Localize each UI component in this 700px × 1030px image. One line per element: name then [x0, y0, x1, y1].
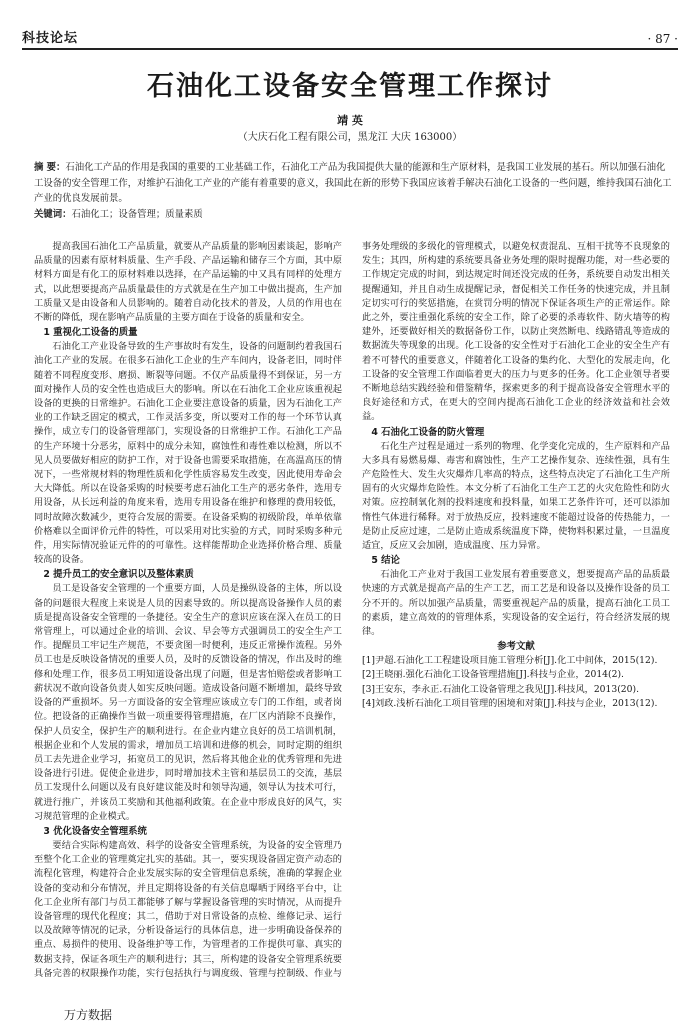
section-heading-3: 3 优化设备安全管理系统: [43, 825, 147, 837]
abstract-block: [34, 160, 674, 222]
keywords-text: 石油化工；设备管理；质量素质: [71, 208, 203, 220]
running-header: [22, 20, 678, 50]
footer-watermark: 万方数据: [64, 1008, 113, 1022]
author: 靖 英: [337, 114, 363, 127]
affiliation: （大庆石化工程有限公司，黑龙江 大庆 163000）: [237, 132, 463, 143]
section-heading-5: 5 结论: [371, 555, 400, 567]
section-4-paragraph: 石化生产过程是通过一系列的物理、化学变化完成的，生产原料和产品大多具有易燃易爆、毒害和腐蚀性，生产工艺操作复杂、连续性强，具有生产危险性大、发生火灾爆炸几率高的特点，这些特点决定了石油化工生产所固有的火灾爆炸危险性。本文分析了石油化工生产工艺的火灾危险性和防火对策。应控制氧化剂的投料速度和投料量，如果工艺条件许可，还可以添加惰性气体进行稀释。对于放热反应，投料速度不能超过设备的传热能力，一是防止反应过速，二是防止造成系统温度下降，使物料积累过量，一旦温度适宜，反应又会加剧，造成温度、压力异常。: [362, 440, 670, 552]
article-title: 石油化工设备安全管理工作探讨: [147, 71, 553, 102]
section-heading-2: 2 提升员工的安全意识以及整体素质: [43, 569, 194, 581]
reference-item: [2]王晓丽.强化石油化工设备管理措施[J].科技与企业，2014(2).: [362, 669, 624, 681]
section-3-paragraph: 要结合实际构建高效、科学的设备安全管理系统，为设备的安全管理乃至整个化工企业的管理奠定扎实的基础。其一，要实现设备固定资产动态的流程化管理，构建符合企业发展实际的安全管理信息系统，准确的掌握企业设备的变动和分布情况，并且定期将设备的有关信息曝晒于网络平台中，让化工企业所有部门与员工都能够了解与掌握设备管理的实时情况，从而提升设备管理的现代化程度；其二，借助于对日常设备的点检、维修记录、运行以及故障等情况的记录，分析设备运行的具体信息，进一步明确设备保养的重点、易损件的使用、设备维护等工作，为管理者的工作提供可靠、真实的数据支持，保证各项生产的顺利进行；其三，所构建的设备安全管理系统要具备完善的权限操作功能，实行包括执行与调度级、管理与控制级、作业与事务处理级的多级化的管理模式，以避免权责混乱、互相干扰等不良现象的发生；其四，所构建的系统要具备业务处理的限时提醒功能，对一些必要的工作规定完成的时间，到达规定时间还没完成的任务，系统要自动发出相关提醒通知，并且自动生成提醒记录，督促相关工作任务的快速完成，并且制定切实可行的奖惩措施，在赏罚分明的情况下保证各项生产的正常运作。除此之外，要注重强化系统的安全工作，除了必要的杀毒软件、防火墙等的构建外，还要做好相关的数据备份工作，以防止突然断电、线路错乱等造成的数据流失等现象的出现。化工设备的安全性对于石油化工企业的安全生产有着不可替代的重要意义，伴随着化工设备的集约化、大型化的发展走向，化工设备的安全管理工作面临着更大的压力与更多的任务。化工企业领导者要不断地总结实践经验和借鉴精华，探索更多的利于提高设备安全管理水平的良好途径和方式，在更大的空间内提高石油化工企业的经济效益和社会效益。: [34, 241, 670, 979]
abstract-label: 摘 要：: [34, 162, 66, 173]
section-2-paragraph: 员工是设备安全管理的一个重要方面，人员是操纵设备的主体，所以设备的问题很大程度上来说是人员的因素导致的。所以提高设备操作人员的素质是提高设备安全管理的一条捷径。安全生产的意识应该在深入在员工的日常管理上，可以通过企业的培训、会议、早会等方式强调员工的安全生产工作。提醒员工牢记生产规范，不要贪图一时便利，违反正常操作流程。另外员工也是反映设备情况的重要人员，及时的反馈设备的情况，作出及时的维修和处理工作，很多员工明知道设备出现了问题，但是害怕赔偿或者影响工薪状况不敢向设备负责人如实反映问题。造成设备问题不断增加，最终导致设备的严重损坏。另一方面设备的安全管理应该成立专门的工作组，或者岗位。把设备的正确操作当做一项重要得管理措施，在厂区内消除不良操作，保护人员安全，保护生产的顺利进行。在企业内建立良好的员工培训机制，根据企业和个人发展的需求，增加员工培训和进修的机会，同时定期的组织员工去先进企业学习，拓宽员工的见识，然后将其他企业的优秀管理和先进设备进行引进。促使企业进步，同时增加技术主管和基层员工的交流，基层员工发现什么问题以及有良好建议能及时和领导沟通，领导认为技术可行，就进行推广，并该员工奖励和其他福利政策。在企业中形成良好的风气，实习规范管理的企业模式。: [34, 583, 342, 822]
section-1-paragraph: 石油化工产业设备导致的生产事故时有发生，设备的问题制约着我国石油化工产业的发展。在很多石油化工企业的生产车间内，设备老旧，同时伴随着不同程度变形、磨损、断裂等问题。不仅产品质量得不到保证，另一方面对操作人员的安全性也造成巨大的影响。所以在石油化工企业应该重视起设备的更换的日常维护。石油化工企业要注意设备的质量，因为石油化工产业的工作缺乏固定的模式，工作灵活多变，所以要对工作的每一个环节认真操作，成立专门的设备管理部门，实现设备的日常维护工作。石油化工产品的生产环境十分恶劣，原料中的成分未知，腐蚀性和毒性难以检测，所以不见人员要做好相应的防护工作，对于设备也需要采取措施，在高温高压的情况下，一些常规材料的物理性质和化学性质容易发生改变，因此使用寿命会大大降低。所以在设备采购的时候要考虑石油化工生产的恶劣条件，选用专用设备，从长远利益的角度来看，选用专用设备在维护和修理的费用较低，同时故障次数减少，更符合发展的需要。在设备采购的初级阶段，单单依靠价格难以全面评价元件的特性，可以采用对比实验的方式，同时采购多种元件，用实际情况验证元件的的可靠性。这样能帮助企业选择价格合理、质量较高的设备。: [34, 341, 342, 566]
section-heading-4: 4 石油化工设备的防火管理: [371, 426, 485, 438]
section-5-paragraph: 石油化工产业对于我国工业发展有着重要意义，想要提高产品的品质最快速的方式就是提高产品的生产工艺，而工艺是和设备以及操作设备的员工分不开的。所以加强产品质量，需要重视起产品的质量，提高石油化工员工的素质，建立高效的的管理体系，实现设备的安全运行，符合经济发展的规律。: [362, 569, 670, 638]
section-heading-1: 1 重视化工设备的质量: [43, 327, 138, 339]
keywords: [34, 207, 674, 223]
abstract: [34, 160, 674, 207]
reference-item: [3]王安东，李永正.石油化工设备管理之我见[J].科技风，2013(20).: [362, 683, 639, 695]
article-body: [34, 240, 670, 995]
keywords-label: 关键词：: [34, 208, 72, 220]
reference-item: [1]尹超.石油化工工程建设项目施工管理分析[J].化工中间体，2015(12).: [362, 655, 658, 667]
intro-paragraph: 提高我国石油化工产品质量，就要从产品质量的影响因素谈起，影响产品质量的因素有原材料质量、生产手段、产品运输和储存三个方面，其中原材料方面是有化工的原材料难以选择，在产品运输的中又具有同样的处理方式，以此想要提高产品质量最佳的方式就是在生产加工中做出提高，生产加工质量又是由设备和人员影响的。随着自动化技术的普及，人员的作用也在不断的降低，现在影响产品质量的主要方面在于设备的质量和安全。: [34, 241, 342, 324]
journal-name: 科技论坛: [22, 31, 79, 46]
page-number: · 87 ·: [647, 32, 678, 46]
references-heading: 参考文献: [497, 641, 535, 653]
abstract-text: 石油化工产品的作用是我国的重要的工业基础工作，石油化工产品为我国提供大量的能源和生产原材料，是我国工业发展的基石。所以加强石油化工设备的安全管理工作，对维护石油化工产业的产能有着重要的意义，我国此在新的形势下我国应该着手解决石油化工设备的一些问题，维持我国石油化工产业的优良发展前景。: [34, 162, 672, 204]
reference-item: [4]刘政.浅析石油化工项目管理的困境和对策[J].科技与企业，2013(12).: [362, 697, 658, 709]
